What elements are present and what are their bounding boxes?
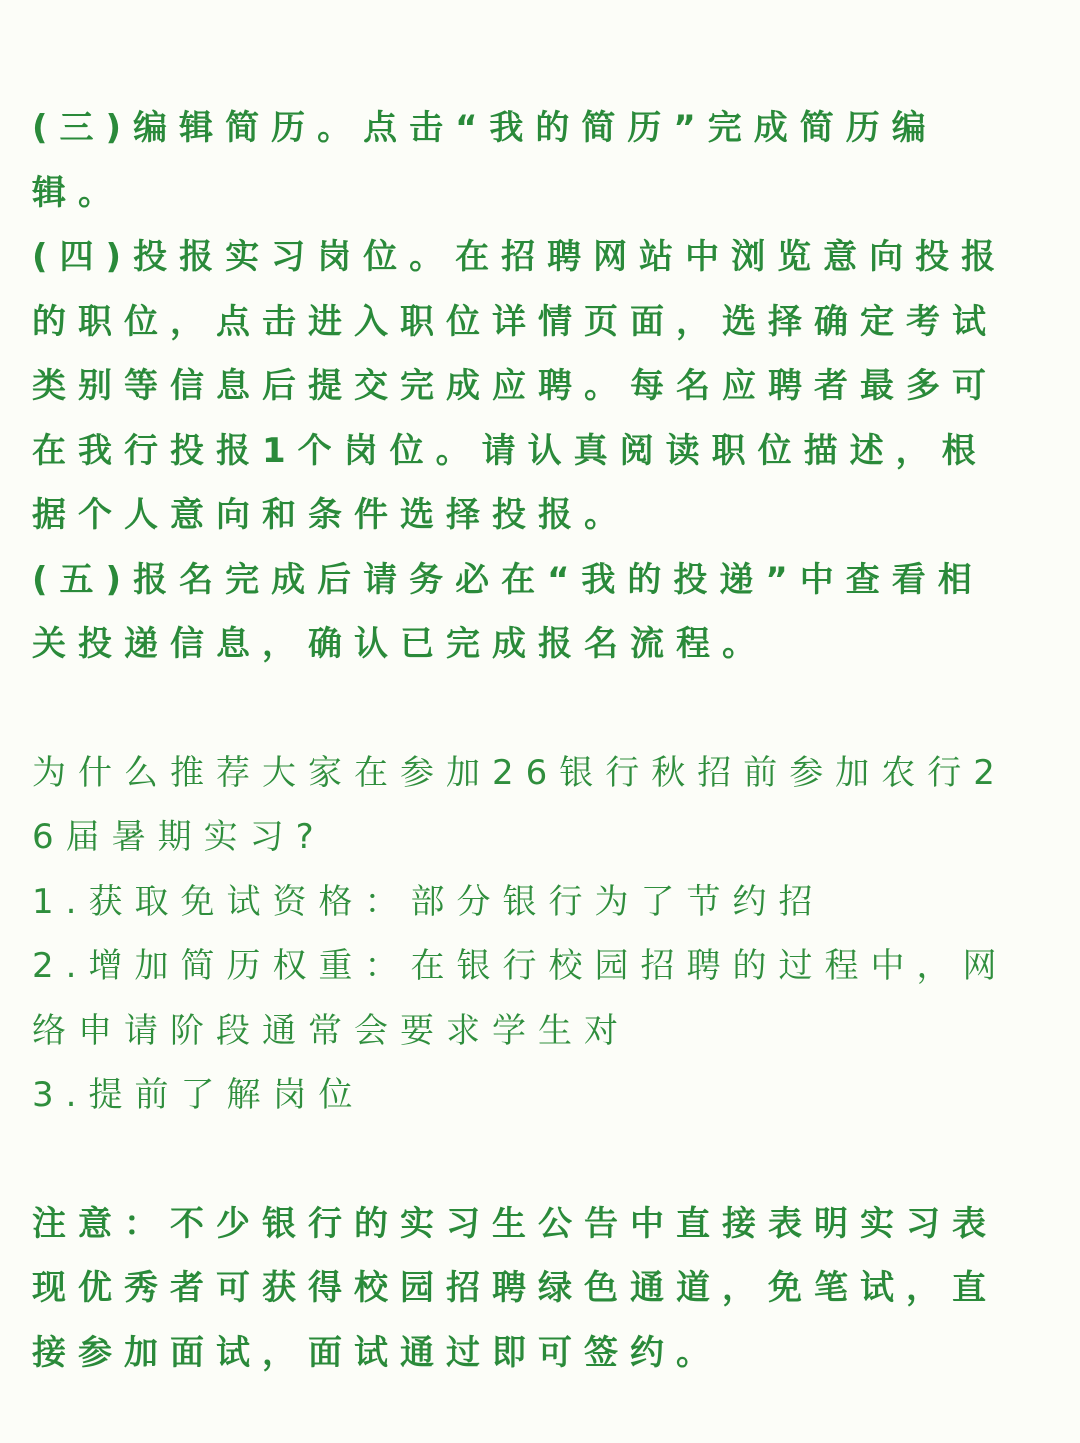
step-apply-position <box>32 225 1030 548</box>
note-section <box>32 1192 1030 1386</box>
spacer <box>32 677 1030 741</box>
text-line: 的职位，点击进入职位详情页面，选择确定考试 <box>32 301 998 342</box>
text-line: 关投递信息，确认已完成报名流程。 <box>32 624 768 664</box>
text-line: 据个人意向和条件选择投报。 <box>32 495 630 535</box>
text-line: 在我行投报1个岗位。请认真阅读职位描述，根 <box>32 430 988 471</box>
reason-item: 络申请阶段通常会要求学生对 <box>32 1010 630 1051</box>
note-line: 接参加面试，面试通过即可签约。 <box>32 1332 722 1373</box>
question-line: 6届暑期实习? <box>32 817 326 857</box>
text-line: 类别等信息后提交完成应聘。每名应聘者最多可 <box>32 366 998 406</box>
spacer <box>32 1128 1030 1192</box>
reasons-section <box>32 741 1030 1128</box>
step-edit-resume <box>32 96 1030 225</box>
text-line: (五)报名完成后请务必在“我的投递”中查看相 <box>32 559 984 600</box>
step-check-delivery <box>32 548 1030 677</box>
reason-item: 1.获取免试资格：部分银行为了节约招 <box>32 881 825 922</box>
text-line: 辑。 <box>32 172 124 213</box>
reason-item: 3.提前了解岗位 <box>32 1075 365 1115</box>
note-line: 现优秀者可获得校园招聘绿色通道，免笔试，直 <box>32 1268 998 1308</box>
text-line: (三)编辑简历。点击“我的简历”完成简历编 <box>32 108 938 148</box>
note-line: 注意：不少银行的实习生公告中直接表明实习表 <box>32 1203 998 1244</box>
question-line: 为什么推荐大家在参加26银行秋招前参加农行2 <box>32 752 1007 793</box>
reason-item: 2.增加简历权重：在银行校园招聘的过程中，网 <box>32 946 1009 986</box>
text-line: (四)投报实习岗位。在招聘网站中浏览意向投报 <box>32 237 1008 277</box>
